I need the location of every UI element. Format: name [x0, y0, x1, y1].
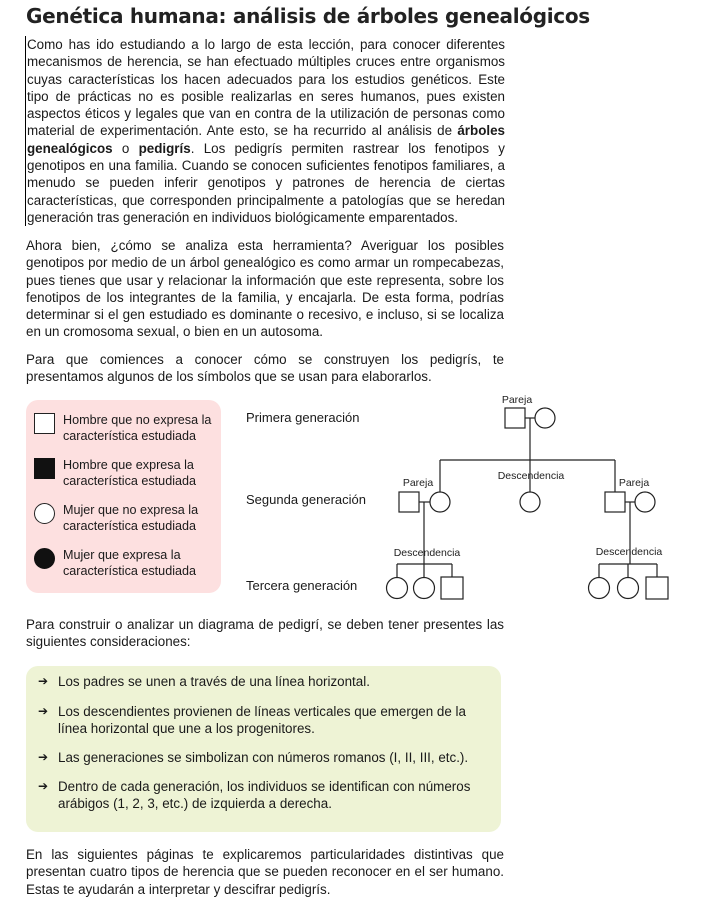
- consideration-item: [38, 673, 493, 690]
- circle-empty-icon: [34, 503, 55, 524]
- gen3-right-male: [646, 577, 668, 599]
- arrow-right-icon: ➔: [38, 750, 49, 764]
- gen3-left-male: [441, 577, 463, 599]
- couple-label-right: Pareja: [618, 477, 650, 489]
- consideration-item: [38, 749, 493, 766]
- gen2-right-female: [635, 492, 655, 512]
- legend-label: Hombre que expresa la característica estudiada: [63, 458, 197, 488]
- circle-filled-icon: [34, 548, 55, 569]
- considerations-intro: Para construir o analizar un diagrama de pedigrí, se deben tener presentes las siguientes consideraciones:: [26, 617, 504, 650]
- offspring-label-right: Descendencia: [595, 546, 663, 558]
- gen2-left-male: [399, 492, 419, 512]
- offspring-label-gen2: Descendencia: [497, 470, 565, 482]
- considerations-box: [26, 666, 501, 832]
- couple-label-left: Pareja: [402, 477, 434, 489]
- consideration-text: Los padres se unen a través de una línea horizontal.: [58, 674, 370, 689]
- legend-label: Hombre que no expresa la característica estudiada: [63, 413, 212, 443]
- consideration-item: [38, 778, 493, 813]
- gen1-male: [505, 408, 525, 428]
- gen2-right-male: [605, 492, 625, 512]
- arrow-right-icon: ➔: [38, 779, 49, 793]
- gen3-left-female-1: [387, 578, 408, 599]
- page-title: Genética humana: análisis de árboles genealógicos: [26, 4, 590, 28]
- arrow-right-icon: ➔: [38, 674, 49, 688]
- gen2-middle-female: [520, 492, 540, 512]
- intro-text-3: . Los pedigrís permiten rastrear los fenotipos y genotipos en una familia. Cuando se conocen suficientes fenotipos familiares, a menudo se pueden inferir genotipos y patrones de herencia de ciertas características, que corresponden principalmente a patologías que se heredan generación tras generación en individuos biológicamente emparentados.: [27, 140, 505, 225]
- offspring-label-left: Descendencia: [393, 547, 461, 559]
- gen2-left-female: [430, 492, 450, 512]
- generation-label-1: Primera generación: [246, 410, 360, 425]
- analysis-paragraph: Ahora bien, ¿cómo se analiza esta herramienta? Averiguar los posibles genotipos por medio de un árbol genealógico es como armar un rompecabezas, pues tienes que usar y relacionar la información que este representa, sobre los fenotipos de los integrantes de la familia, y encajarla. De esta forma, podrías determinar si el gen estudiado es dominante o recesivo, e incluso, si se localiza en un cromosoma sexual, o bien en un autosoma.: [26, 238, 504, 340]
- legend-item-female-affected: [34, 547, 213, 579]
- consideration-item: [38, 703, 493, 738]
- consideration-text: Las generaciones se simbolizan con números romanos (I, II, III, etc.).: [58, 750, 469, 765]
- pedigree-diagram: [380, 388, 680, 608]
- gen3-right-female-2: [618, 578, 639, 599]
- gen1-female: [535, 408, 555, 428]
- legend-item-male-affected: [34, 457, 213, 489]
- intro-text-1: Como has ido estudiando a lo largo de esta lección, para conocer diferentes mecanismos de herencia, se han efectuado múltiples cruces entre organismos cuyas características los hacen adecuados para los estudios genéticos. Este tipo de prácticas no es posible realizarlas en seres humanos, pues existen aspectos éticos y legales que van en contra de la utilización de personas como material de experimentación. Ante esto, se ha recurrido al análisis de: [27, 37, 505, 139]
- intro-paragraph: [25, 36, 505, 226]
- closing-paragraph: En las siguientes páginas te explicaremos particularidades distintivas que presentan cuatro tipos de herencia que se pueden reconocer en el ser humano. Estas te ayudarán a interpretar y descifrar pedigrís.: [26, 847, 504, 897]
- legend-label: Mujer que no expresa la característica estudiada: [63, 503, 199, 533]
- term-pedigris: pedigrís: [138, 140, 191, 156]
- legend-item-female-unaffected: [34, 502, 213, 534]
- arrow-right-icon: ➔: [38, 704, 49, 718]
- symbol-legend: [26, 400, 221, 593]
- gen3-right-female-1: [589, 578, 610, 599]
- couple-label-gen1: Pareja: [501, 394, 533, 406]
- intro-text-2: o: [112, 140, 139, 156]
- legend-item-male-unaffected: [34, 412, 213, 444]
- legend-label: Mujer que expresa la característica estudiada: [63, 548, 197, 578]
- consideration-text: Los descendientes provienen de líneas verticales que emergen de la línea horizontal que une a los progenitores.: [58, 704, 466, 737]
- term-arboles: árboles genealógicos: [27, 123, 505, 156]
- gen3-left-female-2: [414, 578, 435, 599]
- generation-label-2: Segunda generación: [246, 492, 366, 507]
- symbols-intro-paragraph: Para que comiences a conocer cómo se construyen los pedigrís, te presentamos algunos de los símbolos que se usan para elaborarlos.: [26, 352, 504, 385]
- square-empty-icon: [34, 413, 55, 434]
- consideration-text: Dentro de cada generación, los individuos se identifican con números arábigos (1, 2, 3, etc.) de izquierda a derecha.: [58, 779, 471, 812]
- square-filled-icon: [34, 458, 55, 479]
- generation-label-3: Tercera generación: [246, 578, 358, 593]
